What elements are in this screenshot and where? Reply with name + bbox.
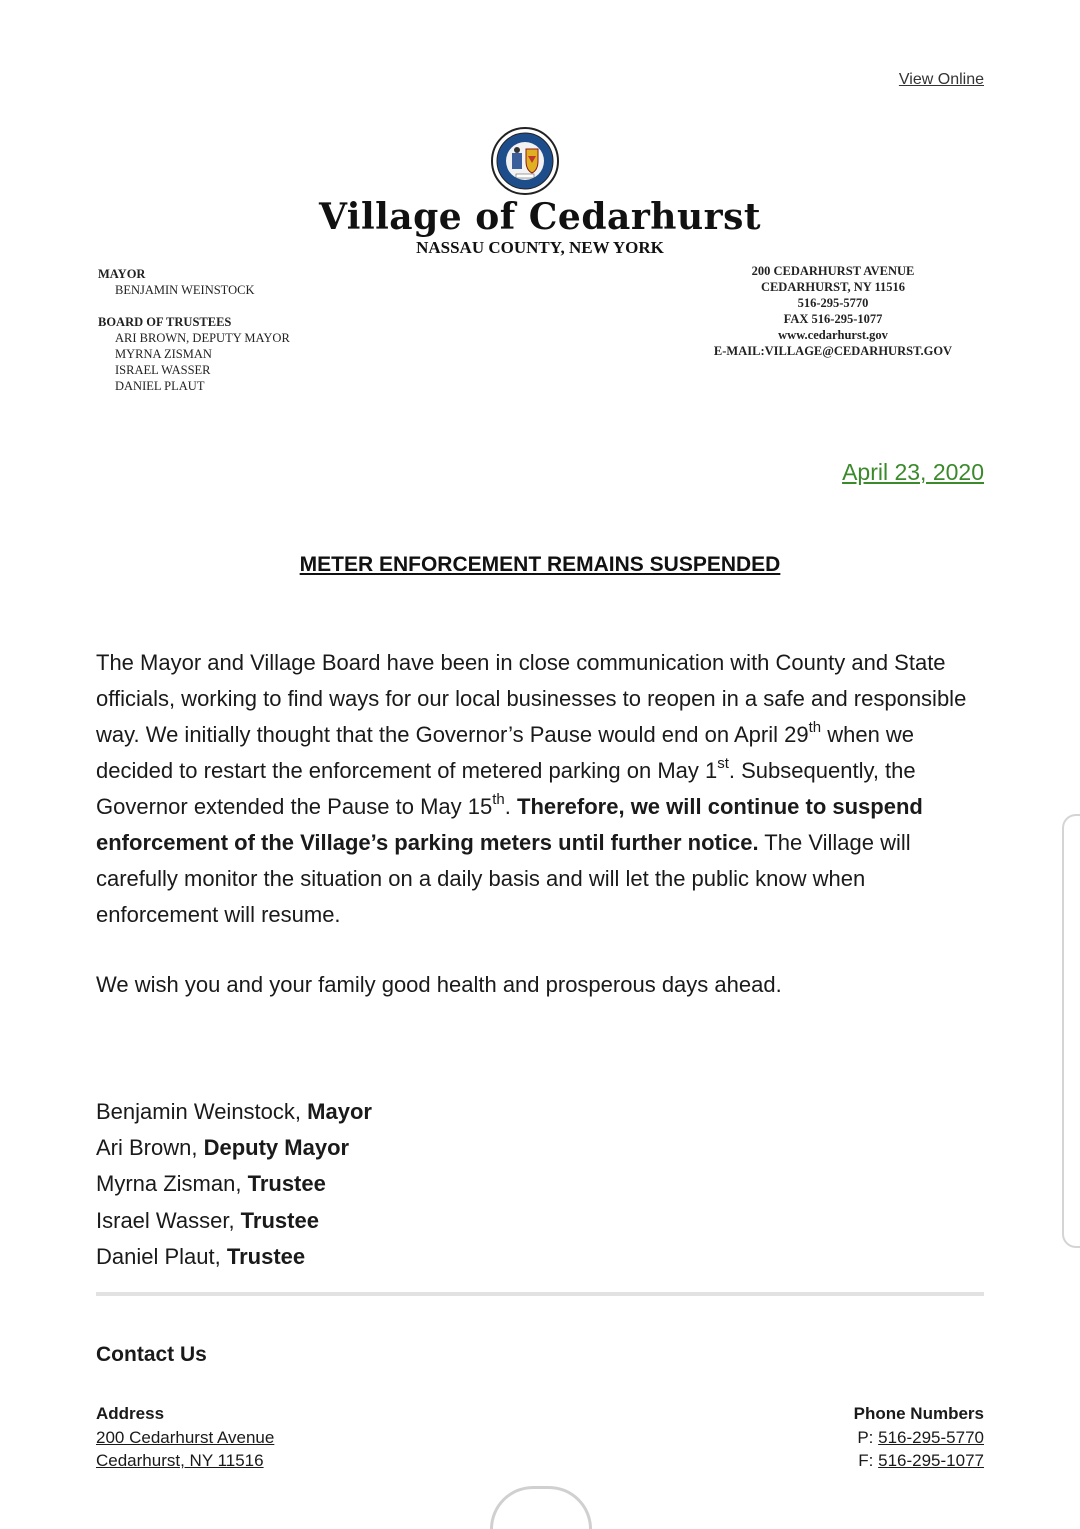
- village-title: Village of Cedarhurst: [318, 196, 762, 238]
- trustee-item: DANIEL PLAUT: [115, 379, 205, 393]
- county-subtitle: NASSAU COUNTY, NEW YORK: [416, 238, 664, 257]
- body-paragraph: The Mayor and Village Board have been in close communication with County and State officials, working to find ways for our local businesses to reopen in a safe and responsible way. We initially thought that the Governor’s Pause would end on April 29th when we decided to restart the enforcement of metered parking on May 1st. Subsequently, the Governor extended the Pause to May 15th. Therefore, we will continue to suspend enforcement of the Village’s parking meters until further notice. The Village will carefully monitor the situation on a daily basis and will let the public know when enforcement will resume.: [96, 650, 967, 927]
- bottom-floating-button[interactable]: [490, 1486, 592, 1529]
- village-seal-logo: [490, 126, 560, 196]
- fax-link[interactable]: 516-295-1077: [878, 1451, 984, 1470]
- contact-address: [96, 1402, 274, 1473]
- phone-label: Phone Numbers: [853, 1404, 984, 1423]
- address-line: 200 CEDARHURST AVENUE: [751, 264, 915, 278]
- mayor-name: BENJAMIN WEINSTOCK: [115, 283, 255, 297]
- officials-list: [98, 266, 290, 394]
- address-line: FAX 516-295-1077: [783, 312, 883, 326]
- signature-list: [96, 1094, 372, 1275]
- board-label: BOARD OF TRUSTEES: [98, 315, 232, 329]
- address-link-line2[interactable]: Cedarhurst, NY 11516: [96, 1451, 264, 1470]
- closing-wish: We wish you and your family good health and prosperous days ahead.: [96, 972, 782, 997]
- trustee-item: ARI BROWN, DEPUTY MAYOR: [115, 331, 290, 345]
- bold-notice: Therefore, we will continue to suspend enforcement of the Village’s parking meters until further notice.: [96, 794, 923, 855]
- headline: METER ENFORCEMENT REMAINS SUSPENDED: [299, 553, 781, 576]
- signature-line: Myrna Zisman, Trustee: [96, 1171, 326, 1197]
- view-online-link[interactable]: View Online: [898, 71, 984, 88]
- signature-line: Ari Brown, Deputy Mayor: [96, 1135, 350, 1161]
- phone-link[interactable]: 516-295-5770: [878, 1427, 984, 1447]
- contact-title: Contact Us: [96, 1343, 207, 1366]
- address-line: CEDARHURST, NY 11516: [760, 280, 906, 294]
- trustee-item: MYRNA ZISMAN: [115, 347, 212, 361]
- footer-divider: [96, 1292, 984, 1296]
- address-line: www.cedarhurst.gov: [778, 328, 888, 342]
- village-address-block: [700, 263, 966, 359]
- address-label: Address: [96, 1404, 165, 1423]
- address-line: 516-295-5770: [797, 296, 869, 310]
- scroll-handle[interactable]: [1062, 814, 1080, 1248]
- mayor-label: MAYOR: [98, 267, 146, 281]
- signature-line: Israel Wasser, Trustee: [96, 1207, 319, 1233]
- address-line: E-MAIL:VILLAGE@CEDARHURST.GOV: [713, 344, 953, 358]
- address-link-line1[interactable]: 200 Cedarhurst Avenue: [96, 1427, 275, 1447]
- signature-line: Daniel Plaut, Trustee: [96, 1243, 306, 1269]
- date-link[interactable]: April 23, 2020: [842, 459, 984, 485]
- trustee-item: ISRAEL WASSER: [115, 363, 211, 377]
- signature-line: Benjamin Weinstock, Mayor: [96, 1099, 372, 1124]
- contact-phones: Phone Numbers P: 516-295-5770 F: 516-295-1077: [853, 1404, 984, 1470]
